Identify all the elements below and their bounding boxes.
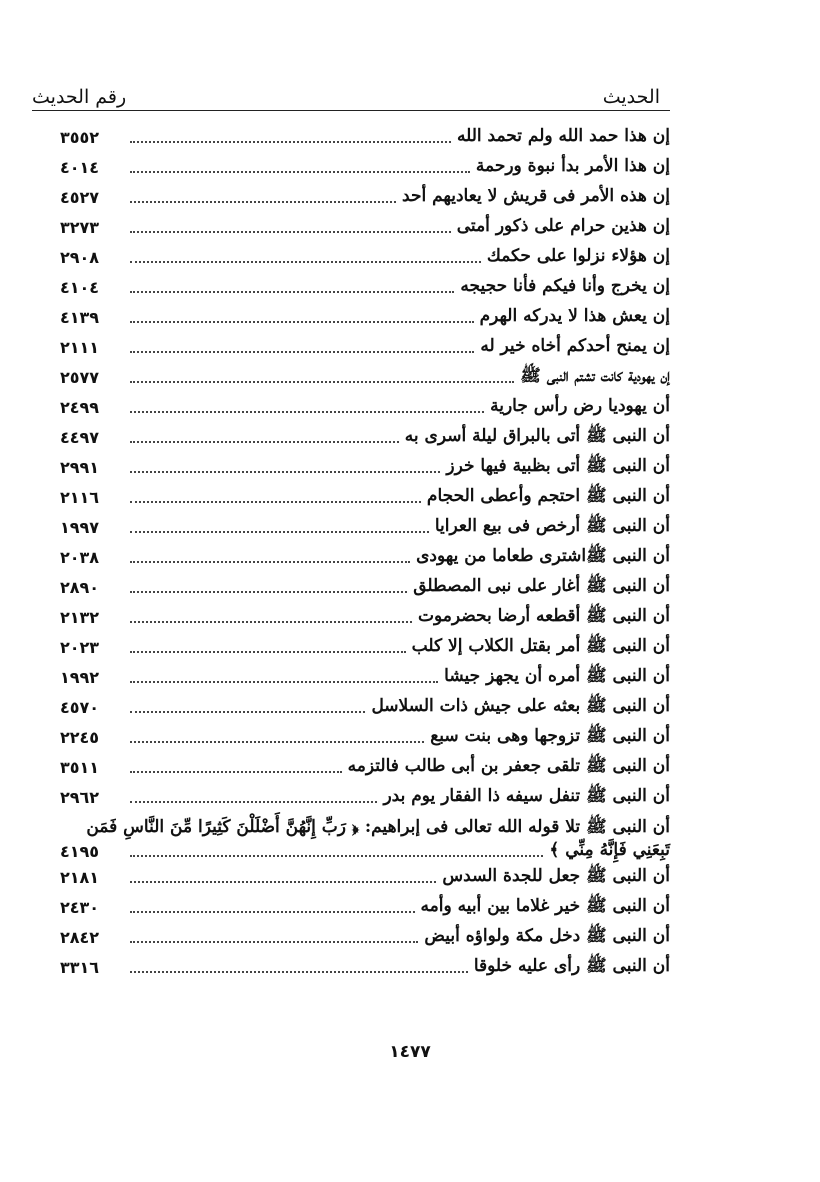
index-row xyxy=(0,662,820,692)
dot-leader xyxy=(130,321,474,323)
index-row xyxy=(0,212,820,242)
index-row xyxy=(0,722,820,752)
hadith-number: ٢٥٧٧ xyxy=(60,368,100,387)
index-row xyxy=(0,862,820,892)
hadith-text: أن النبى ﷺ أرخص فى بيع العرايا xyxy=(434,516,670,536)
hadith-text: أن النبى ﷺ أمر بقتل الكلاب إلا كلب xyxy=(411,636,670,656)
index-row xyxy=(0,782,820,812)
dot-leader xyxy=(130,681,438,683)
index-row xyxy=(0,922,820,952)
index-row xyxy=(0,422,820,452)
entry-text-wrap xyxy=(124,925,670,947)
hadith-text: إن يخرج وأنا فيكم فأنا حجيجه xyxy=(460,276,670,296)
hadith-number: ٢٩٠٨ xyxy=(60,248,100,267)
entry-text-wrap xyxy=(124,895,670,917)
dot-leader xyxy=(130,501,421,503)
index-row xyxy=(0,122,820,152)
hadith-number: ١٩٩٢ xyxy=(60,668,100,687)
page-number: ١٤٧٧ xyxy=(389,1042,431,1062)
hadith-number: ٢٤٩٩ xyxy=(60,398,100,417)
entry-text-wrap xyxy=(124,305,670,327)
dot-leader xyxy=(130,261,481,263)
dot-leader xyxy=(130,471,440,473)
hadith-number: ٤٥٧٠ xyxy=(60,698,100,717)
hadith-text: أن النبى ﷺاشترى طعاما من يهودى xyxy=(416,546,670,566)
dot-leader xyxy=(130,561,410,563)
index-list xyxy=(0,122,820,982)
hadith-text: أن يهوديا رض رأس جارية xyxy=(490,396,670,416)
dot-leader xyxy=(130,411,484,413)
hadith-number-column-heading: رقم الحديث xyxy=(32,86,127,108)
hadith-number: ٢٠٢٣ xyxy=(60,638,100,657)
entry-text-wrap xyxy=(124,665,670,687)
entry-text-wrap xyxy=(124,755,670,777)
hadith-text: إن يمنح أحدكم أخاه خير له xyxy=(480,336,670,356)
index-row xyxy=(0,302,820,332)
dot-leader xyxy=(130,801,377,803)
entry-text-wrap xyxy=(124,485,670,507)
dot-leader xyxy=(130,911,415,913)
index-row xyxy=(0,542,820,572)
entry-text-wrap xyxy=(124,785,670,807)
dot-leader xyxy=(130,941,418,943)
entry-text-wrap xyxy=(124,185,670,207)
hadith-text: إن هذا الأمر بدأ نبوة ورحمة xyxy=(475,156,670,176)
hadith-text: إن يهودية كانت تشتم النبى ﷺ xyxy=(520,366,670,386)
hadith-text: إن هذه الأمر فى قريش لا يعاديهم أحد xyxy=(402,186,670,206)
hadith-number: ٢١٨١ xyxy=(60,868,100,887)
hadith-number: ٢٤٣٠ xyxy=(60,898,100,917)
hadith-number: ٣٥١١ xyxy=(60,758,100,777)
index-row xyxy=(0,892,820,922)
index-row xyxy=(0,572,820,602)
index-row xyxy=(0,632,820,662)
hadith-text: أن النبى ﷺ أقطعه أرضا بحضرموت xyxy=(417,606,670,626)
entry-text-wrap xyxy=(124,425,670,447)
index-row xyxy=(0,242,820,272)
index-row xyxy=(0,952,820,982)
entry-text-wrap xyxy=(124,725,670,747)
entry-text-wrap xyxy=(124,545,670,567)
entry-text-wrap xyxy=(124,575,670,597)
hadith-number: ٤١٩٥ xyxy=(60,842,100,861)
dot-leader xyxy=(130,381,514,383)
entry-text-wrap xyxy=(124,245,670,267)
hadith-number: ٤٠١٤ xyxy=(60,158,100,177)
dot-leader xyxy=(130,441,399,443)
hadith-column-heading: الحديث xyxy=(602,86,660,108)
dot-leader xyxy=(130,771,342,773)
hadith-number: ٢١١٦ xyxy=(60,488,100,507)
entry-text-wrap xyxy=(124,365,670,387)
entry-text-wrap xyxy=(124,635,670,657)
hadith-text: أن النبى ﷺ أتى بالبراق ليلة أسرى به xyxy=(404,426,670,446)
hadith-number: ٢٩٦٢ xyxy=(60,788,100,807)
header-rule xyxy=(32,110,670,111)
hadith-text: أن النبى ﷺ أتى بظبية فيها خرز xyxy=(446,456,670,476)
hadith-number: ٢٢٤٥ xyxy=(60,728,100,747)
hadith-text: أن النبى ﷺ تلا قوله الله تعالى فى إبراهيم: ﴿ رَبِّ إِنَّهُنَّ أَضْلَلْنَ كَثِيرًا مِّنَ النَّاسِ فَمَن xyxy=(86,817,670,837)
index-row xyxy=(0,692,820,722)
index-row xyxy=(0,482,820,512)
entry-text-wrap xyxy=(124,865,670,887)
entry-text-wrap xyxy=(86,815,670,861)
hadith-number: ٢٨٤٢ xyxy=(60,928,100,947)
hadith-number: ٤١٣٩ xyxy=(60,308,100,327)
hadith-number: ٣٣١٦ xyxy=(60,958,100,977)
hadith-text: إن هذا حمد الله ولم تحمد الله xyxy=(456,126,670,146)
entry-text-wrap xyxy=(124,215,670,237)
hadith-text: أن النبى ﷺ احتجم وأعطى الحجام xyxy=(426,486,670,506)
entry-text-wrap xyxy=(124,955,670,977)
dot-leader xyxy=(130,171,470,173)
entry-text-wrap xyxy=(124,455,670,477)
dot-leader xyxy=(130,711,365,713)
index-row xyxy=(0,602,820,632)
index-row xyxy=(0,362,820,392)
hadith-text: أن النبى ﷺ جعل للجدة السدس xyxy=(442,866,670,886)
hadith-number: ٢٠٣٨ xyxy=(60,548,100,567)
index-row xyxy=(0,182,820,212)
dot-leader xyxy=(130,141,451,143)
hadith-number: ٤٤٩٧ xyxy=(60,428,100,447)
index-row xyxy=(0,272,820,302)
hadith-number: ٢٨٩٠ xyxy=(60,578,100,597)
dot-leader xyxy=(130,201,396,203)
page-header xyxy=(32,84,660,108)
dot-leader xyxy=(130,531,429,533)
index-row xyxy=(0,512,820,542)
index-row xyxy=(0,152,820,182)
hadith-text: إن هؤلاء نزلوا على حكمك xyxy=(486,246,670,266)
dot-leader xyxy=(130,881,436,883)
index-row xyxy=(0,752,820,782)
entry-text-wrap xyxy=(124,605,670,627)
index-row xyxy=(0,392,820,422)
index-row xyxy=(0,812,820,862)
index-row xyxy=(0,332,820,362)
hadith-number: ٢١١١ xyxy=(60,338,100,357)
hadith-text: أن النبى ﷺ رأى عليه خلوقا xyxy=(473,956,670,976)
hadith-text: أن النبى ﷺ تزوجها وهى بنت سبع xyxy=(430,726,670,746)
hadith-number: ٣٥٥٢ xyxy=(60,128,100,147)
entry-text-wrap xyxy=(124,155,670,177)
hadith-number: ٢٩٩١ xyxy=(60,458,100,477)
hadith-text: إن يعش هذا لا يدركه الهرم xyxy=(479,306,670,326)
hadith-text: أن النبى ﷺ تلقى جعفر بن أبى طالب فالتزمه xyxy=(347,756,670,776)
hadith-number: ٤٥٢٧ xyxy=(60,188,100,207)
entry-text-wrap xyxy=(124,125,670,147)
dot-leader xyxy=(130,351,474,353)
dot-leader xyxy=(130,591,407,593)
entry-text-wrap xyxy=(124,275,670,297)
hadith-number: ٣٢٧٣ xyxy=(60,218,100,237)
hadith-text: أن النبى ﷺ دخل مكة ولواؤه أبيض xyxy=(424,926,670,946)
hadith-text-continued: تَبِعَنِي فَإِنَّهُ مِنِّي ﴾ xyxy=(549,840,670,860)
dot-leader xyxy=(130,855,543,857)
dot-leader xyxy=(130,971,468,973)
hadith-text: أن النبى ﷺ أغار على نبى المصطلق xyxy=(413,576,670,596)
dot-leader xyxy=(130,651,406,653)
entry-text-wrap xyxy=(124,335,670,357)
hadith-text: أن النبى ﷺ بعثه على جيش ذات السلاسل xyxy=(371,696,670,716)
dot-leader xyxy=(130,291,454,293)
hadith-number: ١٩٩٧ xyxy=(60,518,100,537)
entry-text-wrap xyxy=(124,515,670,537)
dot-leader xyxy=(130,621,412,623)
hadith-text: أن النبى ﷺ أمره أن يجهز جيشا xyxy=(444,666,670,686)
index-row xyxy=(0,452,820,482)
hadith-number: ٢١٣٢ xyxy=(60,608,100,627)
hadith-text: أن النبى ﷺ خير غلاما بين أبيه وأمه xyxy=(420,896,670,916)
dot-leader xyxy=(130,741,424,743)
entry-text-wrap xyxy=(124,695,670,717)
hadith-text: إن هذين حرام على ذكور أمتى xyxy=(456,216,670,236)
entry-text-wrap xyxy=(124,395,670,417)
hadith-text: أن النبى ﷺ تنفل سيفه ذا الفقار يوم بدر xyxy=(383,786,670,806)
dot-leader xyxy=(130,231,451,233)
hadith-number: ٤١٠٤ xyxy=(60,278,100,297)
